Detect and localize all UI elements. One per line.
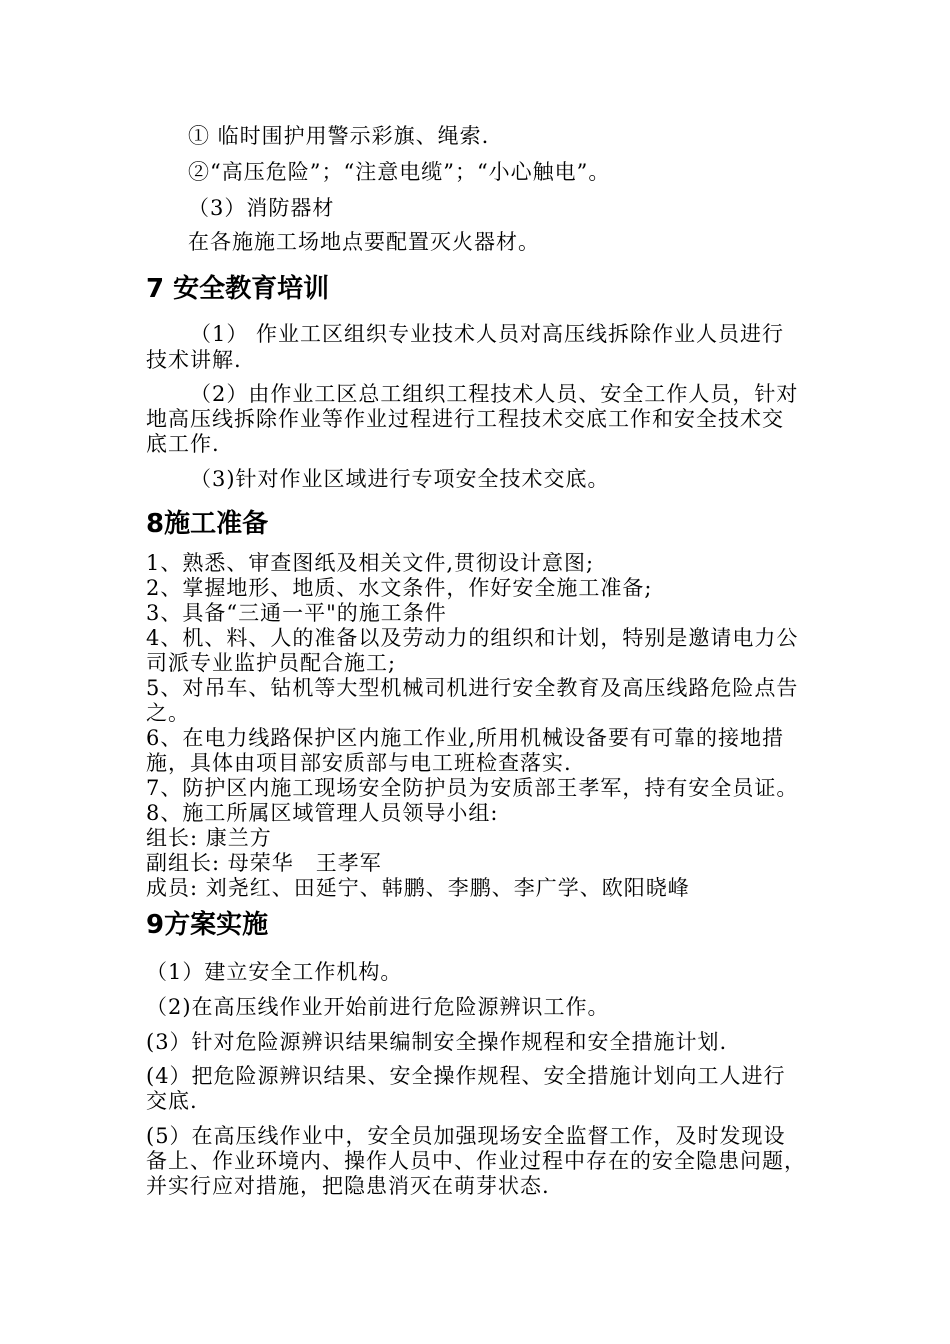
text-line: （3）消防器材 xyxy=(188,196,335,220)
text-line: 2、掌握地形、地质、水文条件，作好安全施工准备; xyxy=(146,576,653,600)
section-heading: 9方案实施 xyxy=(146,910,269,940)
text-line: 备上、作业环境内、操作人员中、作业过程中存在的安全隐患问题， xyxy=(146,1149,806,1173)
text-line: 在各施施工场地点要配置灭火器材。 xyxy=(188,230,540,254)
section-heading: 8施工准备 xyxy=(146,509,269,539)
text-line: （2)在高压线作业开始前进行危险源辨识工作。 xyxy=(146,995,610,1019)
text-line: 施，具体由项目部安质部与电工班检查落实. xyxy=(146,751,572,775)
text-line: 1、熟悉、审查图纸及相关文件,贯彻设计意图; xyxy=(146,551,595,575)
text-line: 8、施工所属区域管理人员领导小组: xyxy=(146,801,499,825)
text-line: ②“高压危险”；“注意电缆”；“小心触电”。 xyxy=(188,160,611,184)
text-line: ① 临时围护用警示彩旗、绳索. xyxy=(188,124,490,148)
text-line: 并实行应对措施，把隐患消灭在萌芽状态. xyxy=(146,1174,550,1198)
text-line: 成员: 刘尧红、田延宁、韩鹏、李鹏、李广学、欧阳晓峰 xyxy=(146,876,690,900)
text-line: 6、在电力线路保护区内施工作业,所用机械设备要有可靠的接地措 xyxy=(146,726,785,750)
text-line: 3、具备“三通一平"的施工条件 xyxy=(146,601,447,625)
text-line: 底工作. xyxy=(146,432,220,456)
section-heading: 7 安全教育培训 xyxy=(146,274,330,304)
text-line: 组长: 康兰方 xyxy=(146,826,272,850)
text-line: 之。 xyxy=(146,701,190,725)
text-line: (3）针对危险源辨识结果编制安全操作规程和安全措施计划. xyxy=(146,1030,728,1054)
text-line: 7、防护区内施工现场安全防护员为安质部王孝军，持有安全员证。 xyxy=(146,776,799,800)
text-line: （1）建立安全工作机构。 xyxy=(146,960,403,984)
text-line: 技术讲解. xyxy=(146,348,242,372)
text-line: 交底. xyxy=(146,1089,198,1113)
text-line: 司派专业监护员配合施工; xyxy=(146,651,397,675)
text-line: （1） 作业工区组织专业技术人员对高压线拆除作业人员进行 xyxy=(190,322,785,346)
text-line: （3)针对作业区域进行专项安全技术交底。 xyxy=(190,467,610,491)
text-line: (5）在高压线作业中，安全员加强现场安全监督工作，及时发现设 xyxy=(146,1124,786,1148)
text-line: （2）由作业工区总工组织工程技术人员、安全工作人员，针对 xyxy=(190,382,799,406)
text-line: 地高压线拆除作业等作业过程进行工程技术交底工作和安全技术交 xyxy=(146,407,784,431)
text-line: (4）把危险源辨识结果、安全操作规程、安全措施计划向工人进行 xyxy=(146,1064,786,1088)
text-line: 副组长: 母荣华 王孝军 xyxy=(146,851,382,875)
text-line: 5、对吊车、钻机等大型机械司机进行安全教育及高压线路危险点告 xyxy=(146,676,799,700)
text-line: 4、机、料、人的准备以及劳动力的组织和计划，特别是邀请电力公 xyxy=(146,626,799,650)
